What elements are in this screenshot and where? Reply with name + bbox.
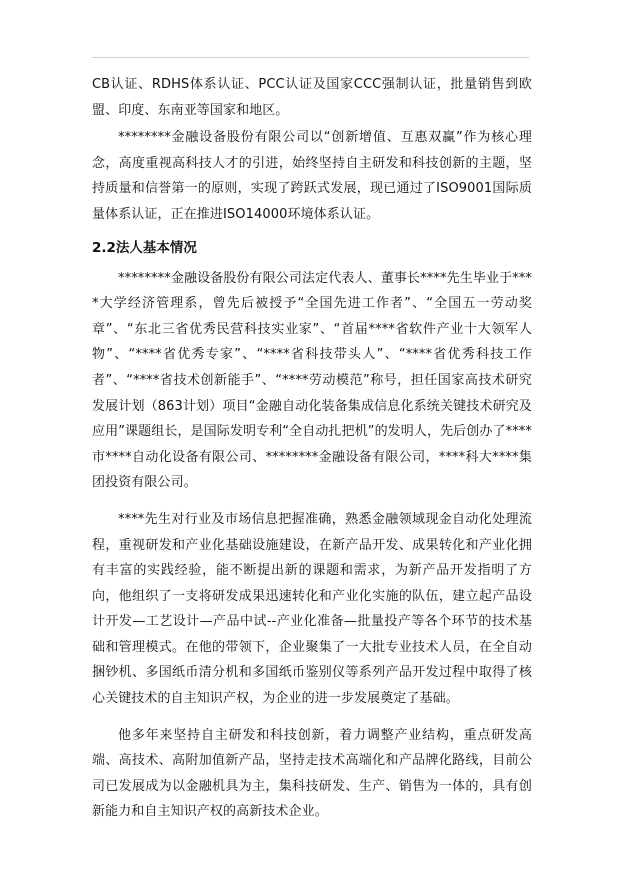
paragraph-company-philosophy: ********金融设备股份有限公司以“创新增值、互惠双赢”作为核心理念，高度重视高科技人才的引进，始终坚持自主研发和科技创新的主题，坚持质量和信誉第一的原则，实现了跨跃式发展，现已通过了ISO9001国际质量体系认证，正在推进ISO14000环境体系认证。 [92,130,532,222]
paragraph-chairman-profile: ********金融设备股份有限公司法定代表人、董事长****先生毕业于****大学经济管理系，曾先后被授予“全国先进工作者”、“全国五一劳动奖章”、“东北三省优秀民营科技实业家”、“首届****省软件产业十大领军人物”、“****省优秀专家”、“****省科技带头人”、“****省优秀科技工作者”、“****省技术创新能手”、“****劳动模范”称号，担任国家高技术研究发展计划（863计划）项目“金融自动化装备集成信息化系统关键技术研究及应用”课题组长，是国际发明专利“全自动扎把机”的发明人，先后创办了****市****自动化设备有限公司、********金融设备有限公司，****科大****集团投资有限公司。 [92,270,532,491]
paragraph-chairman-expertise: ****先生对行业及市场信息把握准确，熟悉金融领域现金自动化处理流程，重视研发和产业化基础设施建设，在新产品开发、成果转化和产业化拥有丰富的实践经验，能不断提出新的课题和需求，为新产品开发指明了方向，他组织了一支将研发成果迅速转化和产业化实施的队伍，建立起产品设计开发—工艺设计—产品中试--产业化准备—批量投产等各个环节的技术基础和管理模式。在他的带领下，企业聚集了一大批专业技术人员，在全自动捆钞机、多国纸币清分机和多国纸币鉴别仪等系列产品开发过程中取得了核心关键技术的自主知识产权，为企业的进一步发展奠定了基础。 [92,511,532,707]
page-header-rule [92,57,529,58]
document-body [92,72,532,825]
paragraph-chairman-innovation: 他多年来坚持自主研发和科技创新，着力调整产业结构，重点研发高端、高技术、高附加值新产品，坚持走技术高端化和产品牌化路线，目前公司已发展成为以金融机具为主，集科技研发、生产、销售为一体的，具有创新能力和自主知识产权的高新技术企业。 [92,727,532,820]
paragraph-certifications: CB认证、RDHS体系认证、PCC认证及国家CCC强制认证，批量销售到欧盟、印度、东南亚等国家和地区。 [92,77,532,118]
section-heading-legal-person: 2.2法人基本情况 [92,239,197,256]
